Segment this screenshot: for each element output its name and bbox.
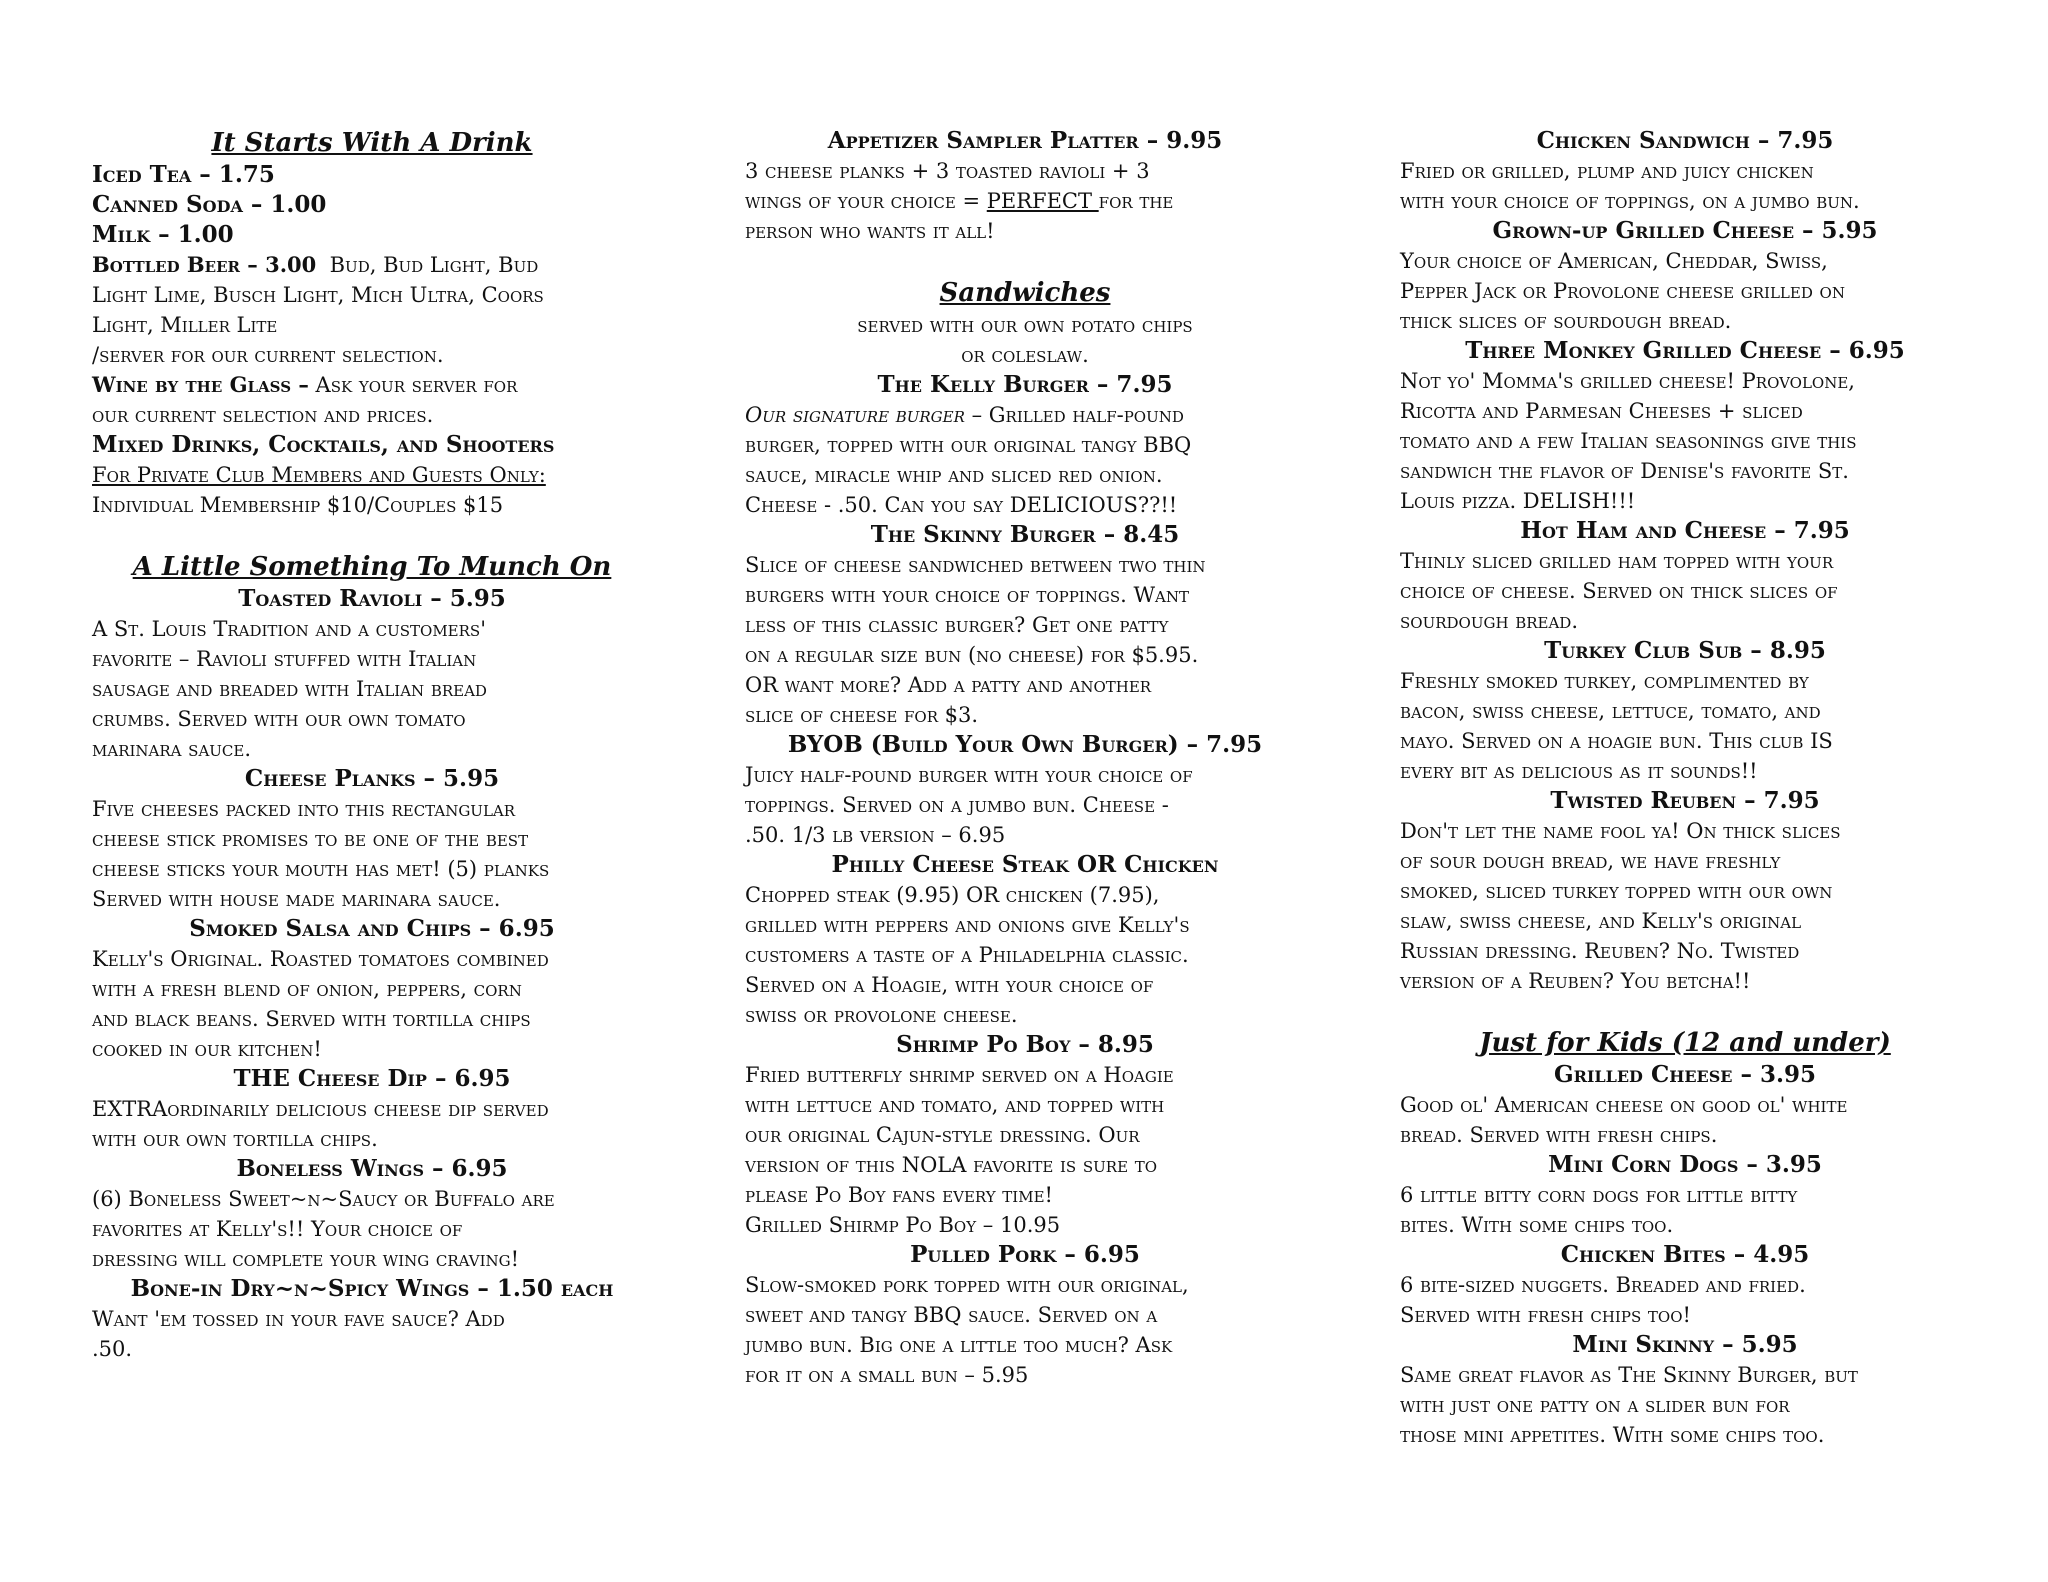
desc-line: Pepper Jack or Provolone cheese grilled on: [1400, 279, 1845, 303]
desc-text: for the: [1098, 189, 1174, 213]
desc-line: dressing will complete your wing craving!: [92, 1247, 520, 1271]
desc-line: Ricotta and Parmesan Cheeses + sliced: [1400, 399, 1803, 423]
item-desc-mini-skinny: [1400, 1360, 1970, 1450]
item-desc-monkey: [1400, 366, 1970, 516]
desc-line: Light Lime, Busch Light, Mich Ultra, Coors: [92, 283, 544, 307]
menu-item-smoked-salsa: Smoked Salsa and Chips – 6.95: [189, 915, 555, 942]
menu-item-bottled-beer: [92, 250, 652, 280]
menu-item-mini-skinny: Mini Skinny – 5.95: [1572, 1331, 1798, 1358]
item-desc-chicken-bites: [1400, 1270, 1970, 1330]
desc-line: Five cheeses packed into this rectangular: [92, 797, 516, 821]
menu-item-canned-soda: Canned Soda – 1.00: [92, 191, 327, 218]
menu-item-cheese-planks: Cheese Planks – 5.95: [244, 765, 500, 792]
item-desc: Ask your server for: [315, 373, 518, 397]
desc-line: toppings. Served on a jumbo bun. Cheese -: [745, 793, 1169, 817]
desc-line: with your choice of toppings, on a jumbo bun.: [1400, 189, 1860, 213]
desc-line: on a regular size bun (no cheese) for $5.95.: [745, 643, 1199, 667]
menu-item-bone-in-wings: Bone-in Dry~n~Spicy Wings – 1.50 each: [130, 1275, 614, 1302]
desc-line: bacon, swiss cheese, lettuce, tomato, and: [1400, 699, 1821, 723]
item-desc-corn-dogs: [1400, 1180, 1970, 1240]
desc-line: of sour dough bread, we have freshly: [1400, 849, 1781, 873]
desc-line: .50. 1/3 lb version – 6.95: [745, 823, 1006, 847]
desc-line: Not yo' Momma's grilled cheese! Provolone,: [1400, 369, 1855, 393]
menu-item-boneless-wings: Boneless Wings – 6.95: [236, 1155, 508, 1182]
desc-line: 3 cheese planks + 3 toasted ravioli + 3: [745, 159, 1150, 183]
desc-line: sourdough bread.: [1400, 609, 1579, 633]
desc-line: customers a taste of a Philadelphia classic.: [745, 943, 1189, 967]
desc-line: please Po Boy fans every time!: [745, 1183, 1053, 1207]
menu-item-kelly-burger: The Kelly Burger – 7.95: [877, 371, 1173, 398]
menu-item-skinny-burger: The Skinny Burger – 8.45: [870, 521, 1180, 548]
desc-line: bread. Served with fresh chips.: [1400, 1123, 1718, 1147]
item-desc-planks: [92, 794, 652, 914]
menu-item-hot-ham: Hot Ham and Cheese – 7.95: [1520, 517, 1850, 544]
desc-line: our current selection and prices.: [92, 403, 434, 427]
desc-line: with just one patty on a slider bun for: [1400, 1393, 1790, 1417]
item-desc-philly: [745, 880, 1305, 1030]
desc-line: A St. Louis Tradition and a customers': [92, 617, 486, 641]
desc-line: Thinly sliced grilled ham topped with your: [1400, 549, 1834, 573]
desc-line: Good ol' American cheese on good ol' white: [1400, 1093, 1848, 1117]
desc-line: [745, 186, 1305, 216]
desc-line: 6 little bitty corn dogs for little bitty: [1400, 1183, 1798, 1207]
item-title: Wine by the Glass –: [92, 372, 309, 397]
desc-line: mayo. Served on a hoagie bun. This club IS: [1400, 729, 1833, 753]
item-desc-skinny: [745, 550, 1305, 730]
item-desc-kelly: [745, 400, 1305, 520]
desc-line: with a fresh blend of onion, peppers, corn: [92, 977, 522, 1001]
item-desc: Bud, Bud Light, Bud: [329, 253, 539, 277]
desc-line: Fried butterfly shrimp served on a Hoagie: [745, 1063, 1174, 1087]
item-desc-byob: [745, 760, 1305, 850]
desc-line: sausage and breaded with Italian bread: [92, 677, 487, 701]
desc-line: version of a Reuben? You betcha!!: [1400, 969, 1751, 993]
menu-item-chicken-bites: Chicken Bites – 4.95: [1560, 1241, 1810, 1268]
desc-line: Light, Miller Lite: [92, 313, 278, 337]
desc-line: Grilled Shirmp Po Boy – 10.95: [745, 1213, 1061, 1237]
desc-line: burgers with your choice of toppings. Want: [745, 583, 1190, 607]
desc-line: less of this classic burger? Get one patty: [745, 613, 1169, 637]
desc-line: OR want more? Add a patty and another: [745, 673, 1152, 697]
item-desc-pork: [745, 1270, 1305, 1390]
desc-line: cooked in our kitchen!: [92, 1037, 322, 1061]
desc-line: person who wants it all!: [745, 219, 995, 243]
desc-line: thick slices of sourdough bread.: [1400, 309, 1732, 333]
menu-column-2: [745, 126, 1305, 1390]
desc-line: slaw, swiss cheese, and Kelly's original: [1400, 909, 1802, 933]
desc-line: 6 bite-sized nuggets. Breaded and fried.: [1400, 1273, 1806, 1297]
desc-line: those mini appetites. With some chips too.: [1400, 1423, 1825, 1447]
item-desc-turkey: [1400, 666, 1970, 786]
desc-line: favorite – Ravioli stuffed with Italian: [92, 647, 477, 671]
desc-line: sandwich the flavor of Denise's favorite St.: [1400, 459, 1849, 483]
item-desc-bone-in: [92, 1304, 652, 1364]
desc-line: with lettuce and tomato, and topped with: [745, 1093, 1165, 1117]
menu-item-wine: [92, 370, 652, 400]
item-title: Bottled Beer – 3.00: [92, 252, 317, 277]
item-desc-wings: [92, 1184, 652, 1274]
desc-line: .50.: [92, 1337, 133, 1361]
desc-line: smoked, sliced turkey topped with our own: [1400, 879, 1833, 903]
desc-line: jumbo bun. Big one a little too much? Ask: [745, 1333, 1173, 1357]
menu-item-mini-corn-dogs: Mini Corn Dogs – 3.95: [1548, 1151, 1822, 1178]
desc-line: Kelly's Original. Roasted tomatoes combined: [92, 947, 549, 971]
desc-line: Russian dressing. Reuben? No. Twisted: [1400, 939, 1800, 963]
item-desc-reuben: [1400, 816, 1970, 996]
desc-line: Want 'em tossed in your fave sauce? Add: [92, 1307, 505, 1331]
item-desc-ravioli: [92, 614, 652, 764]
desc-line: Don't let the name fool ya! On thick slices: [1400, 819, 1841, 843]
desc-line: Slow-smoked pork topped with our original,: [745, 1273, 1189, 1297]
desc-line: for it on a small bun – 5.95: [745, 1363, 1029, 1387]
menu-item-pulled-pork: Pulled Pork – 6.95: [910, 1241, 1140, 1268]
desc-line: Served with fresh chips too!: [1400, 1303, 1691, 1327]
desc-line: burger, topped with our original tangy BBQ: [745, 433, 1192, 457]
menu-item-mixed-drinks: Mixed Drinks, Cocktails, and Shooters: [92, 431, 555, 458]
item-desc-salsa: [92, 944, 652, 1064]
desc-line: [745, 400, 1305, 430]
desc-line: and black beans. Served with tortilla chips: [92, 1007, 531, 1031]
menu-item-philly: Philly Cheese Steak OR Chicken: [831, 851, 1219, 878]
desc-line: with our own tortilla chips.: [92, 1127, 378, 1151]
desc-line: favorites at Kelly's!! Your choice of: [92, 1217, 463, 1241]
menu-item-chicken-sandwich: Chicken Sandwich – 7.95: [1536, 127, 1834, 154]
desc-line: sweet and tangy BBQ sauce. Served on a: [745, 1303, 1158, 1327]
desc-text: wings of your choice =: [745, 189, 987, 213]
signature-label: Our signature burger: [745, 403, 965, 427]
desc-line: Cheese - .50. Can you say DELICIOUS??!!: [745, 493, 1178, 517]
desc-line: Chopped steak (9.95) OR chicken (7.95),: [745, 883, 1160, 907]
desc-line: cheese stick promises to be one of the best: [92, 827, 529, 851]
desc-line: bites. With some chips too.: [1400, 1213, 1674, 1237]
menu-item-shrimp-po-boy: Shrimp Po Boy – 8.95: [896, 1031, 1154, 1058]
desc-line: swiss or provolone cheese.: [745, 1003, 1018, 1027]
section-title-drinks: It Starts With A Drink: [211, 128, 533, 158]
section-title-munch: A Little Something To Munch On: [132, 552, 612, 582]
item-desc-ham: [1400, 546, 1970, 636]
desc-line: Fried or grilled, plump and juicy chicken: [1400, 159, 1814, 183]
desc-line: Served on a Hoagie, with your choice of: [745, 973, 1154, 997]
desc-line: Same great flavor as The Skinny Burger, but: [1400, 1363, 1858, 1387]
menu-item-milk: Milk – 1.00: [92, 221, 234, 248]
item-desc-kids-grilled-cheese: [1400, 1090, 1970, 1150]
desc-line: Served with house made marinara sauce.: [92, 887, 501, 911]
menu-item-kids-grilled-cheese: Grilled Cheese – 3.95: [1553, 1061, 1817, 1088]
desc-line: sauce, miracle whip and sliced red onion.: [745, 463, 1163, 487]
menu-item-byob: BYOB (Build Your Own Burger) – 7.95: [787, 731, 1263, 758]
membership-price: Individual Membership $10/Couples $15: [92, 493, 504, 517]
desc-line: Your choice of American, Cheddar, Swiss,: [1400, 249, 1828, 273]
section-title-sandwiches: Sandwiches: [939, 278, 1111, 308]
menu-item-twisted-reuben: Twisted Reuben – 7.95: [1550, 787, 1820, 814]
item-desc-grownup: [1400, 246, 1970, 336]
emphasis-perfect: PERFECT: [986, 189, 1099, 213]
desc-line: Slice of cheese sandwiched between two thin: [745, 553, 1206, 577]
item-desc-chicken: [1400, 156, 1970, 216]
item-desc-dip: [92, 1094, 652, 1154]
menu-item-cheese-dip: THE Cheese Dip – 6.95: [233, 1065, 511, 1092]
desc-line: grilled with peppers and onions give Kelly's: [745, 913, 1190, 937]
menu-column-3: [1400, 126, 1970, 1450]
desc-line: (6) Boneless Sweet~n~Saucy or Buffalo are: [92, 1187, 555, 1211]
item-desc-shrimp: [745, 1060, 1305, 1240]
desc-line: Juicy half-pound burger with your choice of: [745, 763, 1193, 787]
menu-item-iced-tea: Iced Tea – 1.75: [92, 161, 275, 188]
menu-item-turkey-club: Turkey Club Sub – 8.95: [1544, 637, 1826, 664]
desc-line: every bit as delicious as it sounds!!: [1400, 759, 1758, 783]
desc-line: cheese sticks your mouth has met! (5) planks: [92, 857, 550, 881]
menu-column-1: [92, 126, 652, 1364]
club-notice: For Private Club Members and Guests Only:: [92, 463, 546, 487]
menu-item-grownup-grilled-cheese: Grown-up Grilled Cheese – 5.95: [1492, 217, 1878, 244]
desc-line: tomato and a few Italian seasonings give this: [1400, 429, 1857, 453]
section-title-kids: Just for Kids (12 and under): [1479, 1028, 1891, 1058]
desc-line: crumbs. Served with our own tomato: [92, 707, 466, 731]
desc-line: slice of cheese for $3.: [745, 703, 979, 727]
desc-line: version of this NOLA favorite is sure to: [745, 1153, 1158, 1177]
desc-line: our original Cajun-style dressing. Our: [745, 1123, 1140, 1147]
menu-item-three-monkey: Three Monkey Grilled Cheese – 6.95: [1465, 337, 1905, 364]
desc-line: Louis pizza. DELISH!!!: [1400, 489, 1636, 513]
desc-line: /server for our current selection.: [92, 343, 444, 367]
menu-item-appetizer-sampler: Appetizer Sampler Platter – 9.95: [827, 127, 1223, 154]
desc-text: – Grilled half-pound: [964, 403, 1184, 427]
desc-line: marinara sauce.: [92, 737, 252, 761]
desc-line: choice of cheese. Served on thick slices of: [1400, 579, 1838, 603]
menu-item-toasted-ravioli: Toasted Ravioli – 5.95: [238, 585, 506, 612]
section-subtitle: or coleslaw.: [961, 343, 1089, 367]
section-subtitle: served with our own potato chips: [857, 313, 1193, 337]
desc-line: Freshly smoked turkey, complimented by: [1400, 669, 1809, 693]
desc-line: EXTRAordinarily delicious cheese dip served: [92, 1097, 549, 1121]
